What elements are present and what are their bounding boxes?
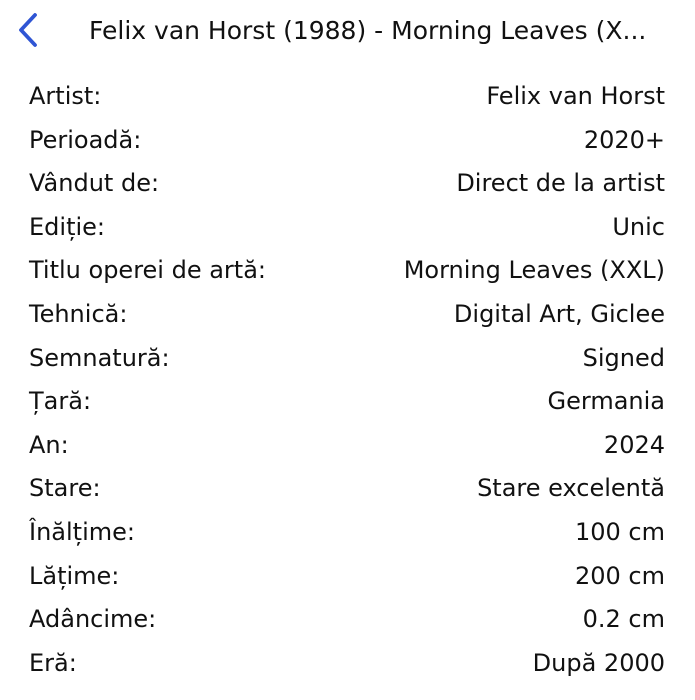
detail-label: An: (29, 430, 69, 459)
detail-row-period (29, 119, 665, 163)
artwork-details-list (29, 75, 665, 685)
back-button[interactable] (10, 10, 46, 50)
detail-label: Înălțime: (29, 517, 135, 546)
detail-label: Lățime: (29, 561, 120, 590)
detail-row-width (29, 555, 665, 599)
detail-label: Eră: (29, 648, 77, 677)
detail-value: 100 cm (574, 517, 665, 546)
detail-row-country (29, 380, 665, 424)
detail-label: Adâncime: (29, 605, 157, 634)
detail-label: Stare: (29, 474, 101, 503)
detail-label: Semnatură: (29, 343, 170, 372)
detail-value: După 2000 (532, 648, 665, 677)
detail-row-artwork-title (29, 249, 665, 293)
chevron-left-icon (16, 12, 40, 48)
detail-row-depth (29, 598, 665, 642)
detail-label: Țară: (29, 387, 92, 416)
detail-label: Vândut de: (29, 169, 160, 198)
detail-value: Signed (582, 343, 665, 372)
detail-value: Digital Art, Giclee (453, 299, 665, 328)
detail-value: 200 cm (574, 561, 665, 590)
detail-value: Unic (612, 212, 665, 241)
detail-value: 2024 (603, 430, 665, 459)
detail-value: Stare excelentă (477, 474, 665, 503)
detail-value: Morning Leaves (XXL) (403, 256, 665, 285)
page-title: Felix van Horst (1988) - Morning Leaves (X... (89, 16, 647, 45)
detail-label: Tehnică: (29, 299, 128, 328)
detail-row-era (29, 642, 665, 686)
detail-label: Artist: (29, 82, 102, 110)
detail-row-technique (29, 293, 665, 337)
detail-value: Direct de la artist (456, 169, 665, 198)
detail-row-condition (29, 467, 665, 511)
detail-value: Felix van Horst (486, 82, 665, 110)
detail-row-signature (29, 337, 665, 381)
detail-label: Perioadă: (29, 125, 142, 154)
detail-row-edition (29, 206, 665, 250)
detail-label: Ediție: (29, 212, 105, 241)
detail-value: 2020+ (583, 125, 665, 154)
detail-row-sold-by (29, 162, 665, 206)
detail-label: Titlu operei de artă: (29, 256, 266, 285)
top-bar (0, 0, 695, 66)
detail-row-year (29, 424, 665, 468)
detail-value: 0.2 cm (582, 605, 665, 634)
detail-row-height (29, 511, 665, 555)
detail-value: Germania (547, 387, 665, 416)
detail-row-artist (29, 75, 665, 119)
